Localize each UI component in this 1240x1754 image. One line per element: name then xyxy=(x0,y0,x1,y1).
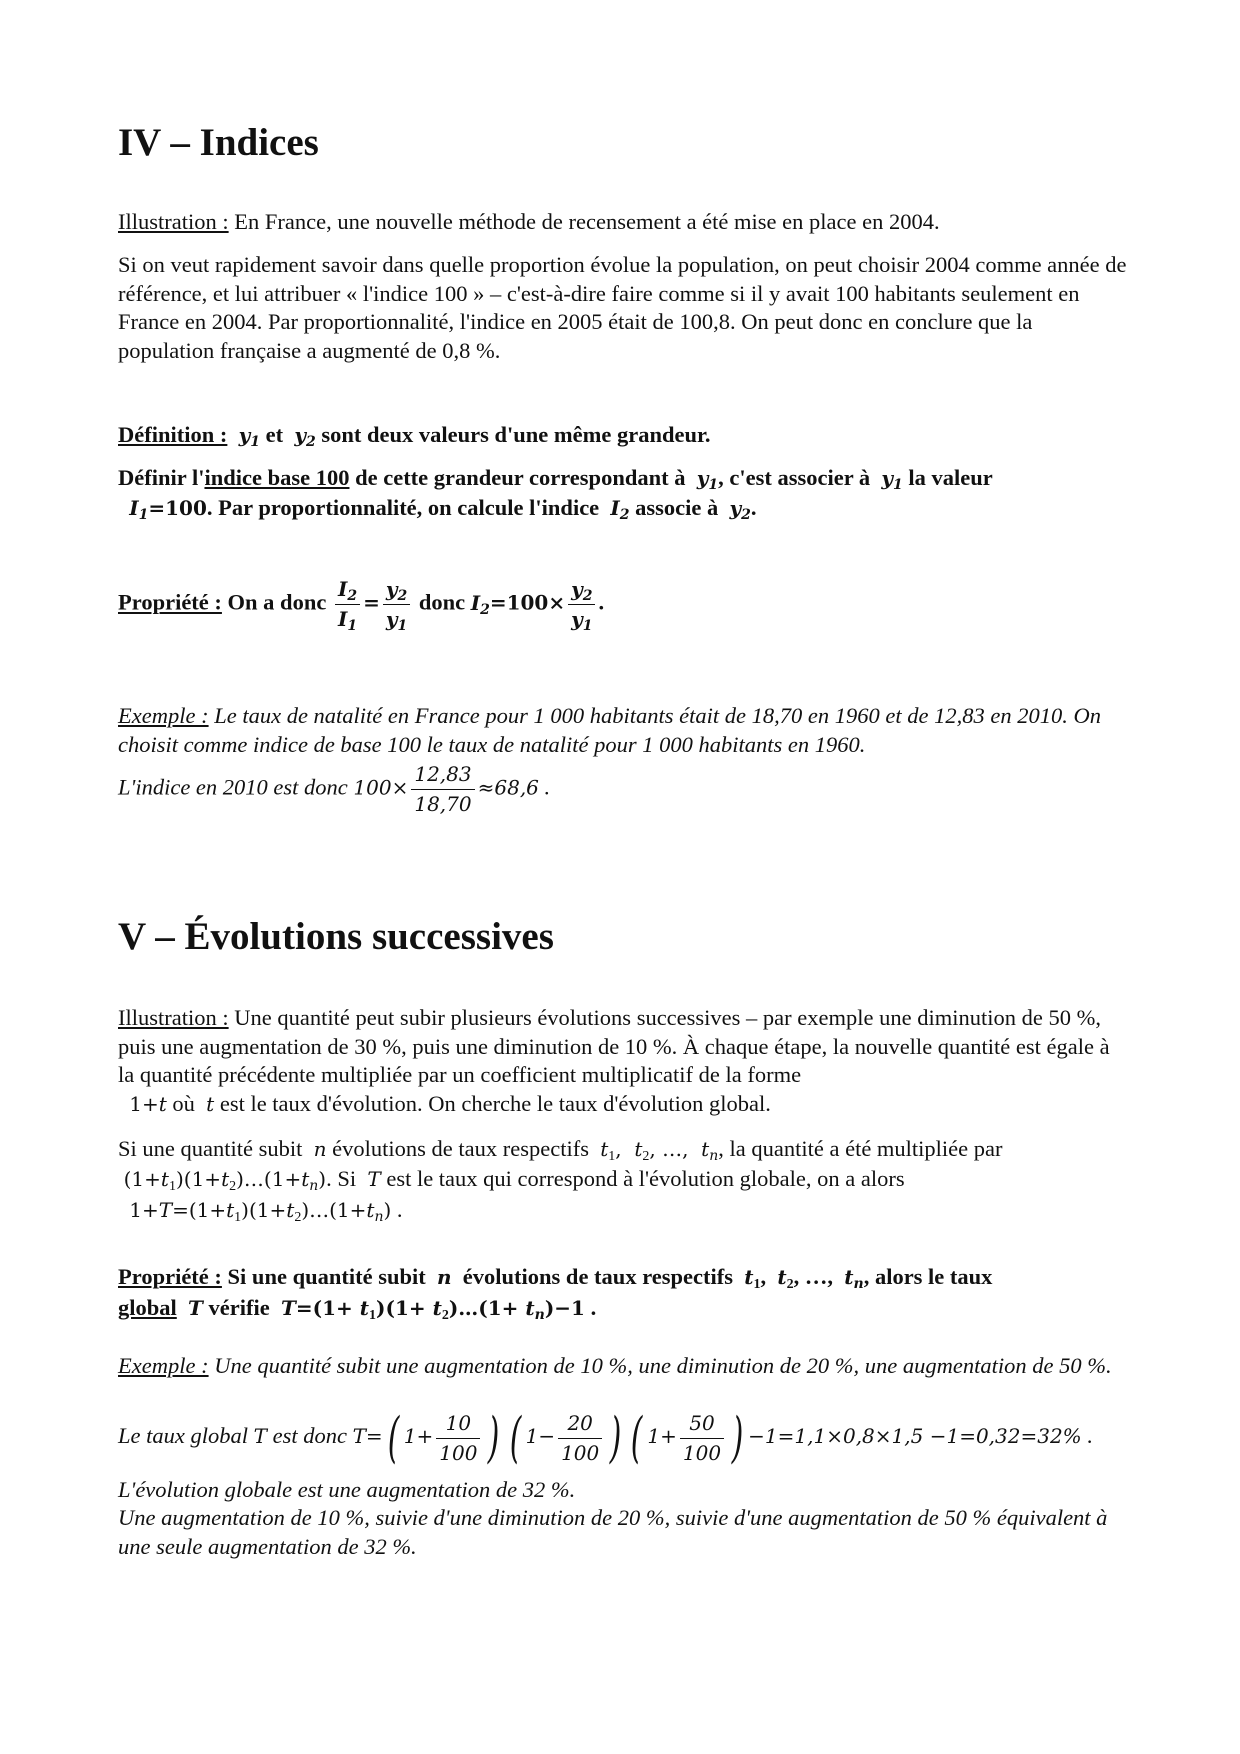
example-conclusion-2: Une augmentation de 10 %, suivie d'une diminution de 20 %, suivie d'une augmentation de 50 % équivalent à une seule augmentation de 32 %. xyxy=(118,1505,1108,1559)
section-5-illustration-end: 1+t où t est le taux d'évolution. On cherche le taux d'évolution global. xyxy=(129,1091,771,1116)
section-5-illustration: Illustration : Une quantité peut subir plusieurs évolutions successives – par exemple une diminution de 50 %, puis une augmentation de 30 %, puis une diminution de 10 %. À chaque étape, la nouvelle quantité est égale à la quantité précédente multipliée par un coefficient multiplicatif de la forme xyxy=(118,1005,1110,1087)
example-label: Exemple : xyxy=(118,1353,209,1378)
property-indices: Propriété : On a donc $\frac{I_2}{I_1}$ = $\frac{y_2}{y_1}$ donc $I_2=100\times$ $\frac{y_2}{y_1}$ . xyxy=(118,577,605,634)
example-label: Exemple : xyxy=(118,703,209,728)
section-5-paragraph-2: $(1+t_1)(1+t_2)\dots(1+t_n)$. Si T est le taux qui correspond à l'évolution globale, on a alors xyxy=(123,1166,905,1194)
fraction-y2-over-y1-b: $\frac{y_2}{y_1}$ xyxy=(568,575,595,634)
definition-line-2: Définir l'indice base 100 de cette grandeur correspondant à $y_1$, c'est associer à $y_1$ la valeur xyxy=(118,465,993,493)
example-indices: Exemple : Le taux de natalité en France pour 1 000 habitants était de 18,70 en 1960 et de 12,83 en 2010. On choisit comme indice de base 100 le taux de natalité pour 1 000 habitants en 1960. xyxy=(118,703,1101,757)
fraction-10-over-100: $\frac{10}{100}$ xyxy=(436,1409,480,1468)
property-evolutions-formula: global T vérifie $T=(1+ t_1)(1+$ $t_2)\dots(1+ t_n)-1$ . xyxy=(118,1295,597,1323)
illustration-text: En France, une nouvelle méthode de recensement a été mise en place en 2004. xyxy=(228,209,940,234)
illustration-label: Illustration : xyxy=(118,209,229,234)
fraction-1283-over-1870: $\frac{12,83}{18,70}$ xyxy=(411,760,474,819)
illustration-label: Illustration : xyxy=(118,1005,229,1030)
definition-line-1: Définition : $y_1$ et $y_2$ sont deux valeurs d'une même grandeur. xyxy=(118,422,711,450)
fraction-y2-over-y1: $\frac{y_2}{y_1}$ xyxy=(383,575,410,634)
property-label: Propriété : xyxy=(118,589,222,615)
section-5-paragraph-3: $1+T=(1+t_1)(1+t_2)\dots(1+t_n)$ . xyxy=(129,1197,403,1225)
fraction-i2-over-i1: $\frac{I_2}{I_1}$ xyxy=(335,575,360,634)
section-5-title: V – Évolutions successives xyxy=(118,915,554,958)
example-conclusion-1: L'évolution globale est une augmentation de 32 %. xyxy=(118,1477,576,1502)
indice-base-100-term: indice base 100 xyxy=(204,465,350,490)
section-4-paragraph: Si on veut rapidement savoir dans quelle proportion évolue la population, on peut choisir 2004 comme année de référence, et lui attribuer « l'indice 100 » – c'est-à-dire faire comme si il y avait 100 habitants seulement en France en 2004. Par proportionnalité, l'indice en 2005 était de 100,8. On peut donc en conclure que la population française a augmenté de 0,8 %. xyxy=(118,252,1127,363)
definition-line-3: $I_1=100$. Par proportionnalité, on calcule l'indice $I_2$ associe à $y_2$. xyxy=(129,495,757,523)
property-label: Propriété : xyxy=(118,1264,222,1289)
section-4-illustration xyxy=(118,208,1128,237)
fraction-20-over-100: $\frac{20}{100}$ xyxy=(558,1409,602,1468)
example-evolutions: Exemple : Une quantité subit une augmentation de 10 %, une diminution de 20 %, une augmentation de 50 %. xyxy=(118,1353,1112,1378)
section-5-paragraph-1: Si une quantité subit n évolutions de taux respectifs $t_1$, $t_2$, …, $t_n$, la quantité a été multipliée par xyxy=(118,1136,1003,1164)
example-indices-calc: L'indice en 2010 est donc 100× $\frac{12,83}{18,70}$ ≈68,6 . xyxy=(118,760,1128,819)
property-evolutions: Propriété : Si une quantité subit n évolutions de taux respectifs $t_1$, $t_2$, …, $t_n$, alors le taux xyxy=(118,1264,993,1292)
definition-label: Définition : xyxy=(118,422,228,447)
fraction-50-over-100: $\frac{50}{100}$ xyxy=(680,1409,724,1468)
section-4-title: IV – Indices xyxy=(118,121,319,164)
example-evolutions-calc: Le taux global T est donc T=( 1+ $\frac{10}{100}$ ) ( 1− $\frac{20}{100}$ ) ( 1+ $\frac{50}{100}$ ) −1=1,1×0,8×1,5 −1=0,32=32% . xyxy=(118,1406,1093,1469)
